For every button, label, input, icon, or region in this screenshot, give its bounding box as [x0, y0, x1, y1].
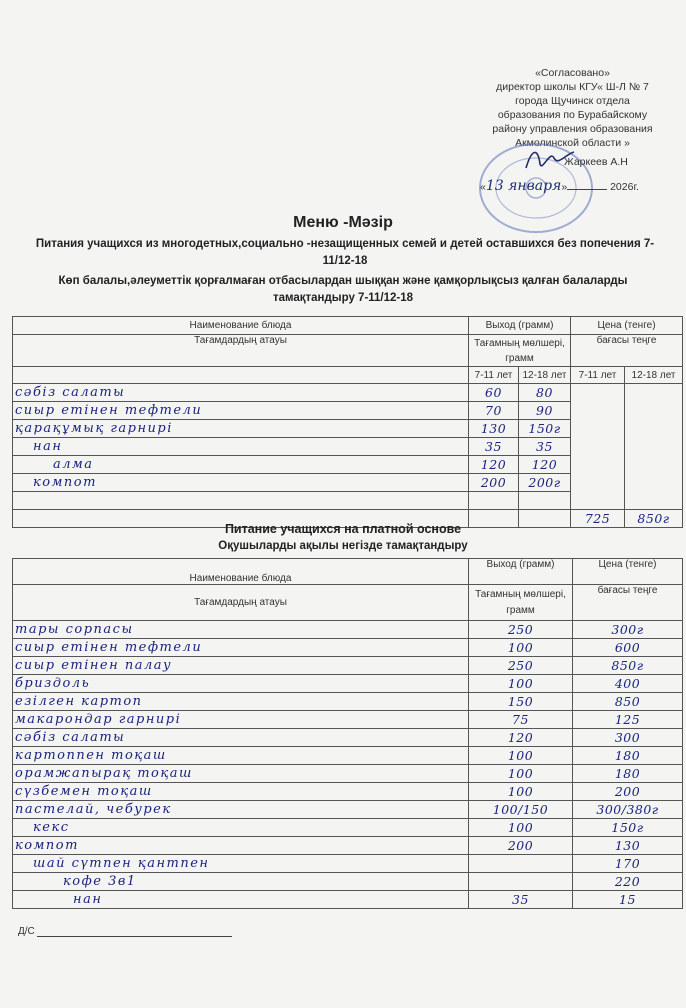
- grams-12-18: 35: [519, 438, 571, 456]
- grams: 35: [469, 891, 573, 909]
- header-output-ru: Выход (грамм): [469, 317, 571, 335]
- grams: [469, 873, 573, 891]
- grams: 120: [469, 729, 573, 747]
- price: 220: [573, 873, 683, 891]
- grams: 100/150: [469, 801, 573, 819]
- table-row: [13, 711, 683, 729]
- age-col-7-11: 7-11 лет: [469, 367, 519, 384]
- price: 850: [573, 693, 683, 711]
- dish-name: алма: [13, 456, 469, 474]
- approval-year: 2026г.: [610, 181, 639, 193]
- grams: 100: [469, 783, 573, 801]
- approval-line: директор школы КГУ« Ш-Л № 7: [496, 81, 649, 93]
- dish-name: сиыр етінен тефтели: [13, 639, 469, 657]
- price: 200: [573, 783, 683, 801]
- age-col-12-18: 12-18 лет: [519, 367, 571, 384]
- header-dish-kz: Тағамдардың атауы: [13, 585, 469, 621]
- total-7-11: 725: [571, 510, 625, 528]
- table-row: [13, 747, 683, 765]
- price: 400: [573, 675, 683, 693]
- dish-name: картоппен тоқаш: [13, 747, 469, 765]
- price: 130: [573, 837, 683, 855]
- approval-line: города Щучинск отдела: [515, 95, 630, 107]
- grams: 100: [469, 765, 573, 783]
- price: 300г: [573, 621, 683, 639]
- grams-12-18: 150г: [519, 420, 571, 438]
- total-12-18: 850г: [625, 510, 683, 528]
- price: 850г: [573, 657, 683, 675]
- approval-date-hand: 13 января: [485, 178, 562, 194]
- grams: 250: [469, 621, 573, 639]
- approval-block: [470, 66, 675, 150]
- grams-7-11: 120: [469, 456, 519, 474]
- dish-name: пастелай, чебурек: [13, 801, 469, 819]
- dish-name: кекс: [13, 819, 469, 837]
- price: 180: [573, 747, 683, 765]
- table-row: [13, 837, 683, 855]
- approval-line: образования по Бурабайскому: [497, 109, 648, 121]
- header-dish-ru: Наименование блюда: [13, 559, 469, 585]
- dish-name: компот: [13, 837, 469, 855]
- dish-name: кофе 3в1: [13, 873, 469, 891]
- dish-name: сәбіз салаты: [13, 384, 469, 402]
- grams-7-11: 35: [469, 438, 519, 456]
- section-title-ru: Питание учащихся на платной основе: [224, 522, 462, 536]
- footer-signature-line: [18, 926, 232, 937]
- table-row: [13, 783, 683, 801]
- table-row: [13, 729, 683, 747]
- page-title: Меню -Мәзір: [293, 214, 393, 231]
- dish-name: сәбіз салаты: [13, 729, 469, 747]
- table-row: [13, 621, 683, 639]
- grams-12-18: 80: [519, 384, 571, 402]
- table-row: [13, 801, 683, 819]
- menu-table-free: [12, 316, 683, 528]
- grams: 100: [469, 819, 573, 837]
- grams-7-11: 200: [469, 474, 519, 492]
- header-price-kz: бағасы теңге: [571, 335, 683, 367]
- price: 300/380г: [573, 801, 683, 819]
- header-price-kz: бағасы теңге: [573, 585, 683, 621]
- header-price-ru: Цена (тенге): [573, 559, 683, 585]
- dish-name: сиыр етінен палау: [13, 657, 469, 675]
- table-row: [13, 765, 683, 783]
- dish-name: сиыр етінен тефтели: [13, 402, 469, 420]
- footer-blank-line: [37, 926, 232, 937]
- price: 150г: [573, 819, 683, 837]
- header-output-kz: Тағамның мөлшері, грамм: [469, 335, 571, 367]
- dish-name: бриздоль: [13, 675, 469, 693]
- dish-name: компот: [13, 474, 469, 492]
- grams-7-11: 60: [469, 384, 519, 402]
- dish-name: тары сорпасы: [13, 621, 469, 639]
- signer-row: [484, 156, 628, 168]
- dish-name: макарондар гарнирі: [13, 711, 469, 729]
- price: 15: [573, 891, 683, 909]
- price: 170: [573, 855, 683, 873]
- signer-name: Жаркеев А.Н: [564, 156, 628, 168]
- table-row: [13, 384, 683, 402]
- grams: 200: [469, 837, 573, 855]
- approval-line: «Согласовано»: [535, 67, 610, 79]
- grams: 100: [469, 675, 573, 693]
- footer-label: Д/С: [18, 926, 35, 937]
- table-row: [13, 819, 683, 837]
- price: 300: [573, 729, 683, 747]
- table-row: [13, 675, 683, 693]
- header-dish-ru: Наименование блюда: [13, 317, 469, 335]
- dish-name: нан: [13, 438, 469, 456]
- grams-12-18: 90: [519, 402, 571, 420]
- price: 125: [573, 711, 683, 729]
- price: 180: [573, 765, 683, 783]
- approval-date: «13 января» 2026г.: [480, 178, 639, 194]
- header-dish-kz: Тағамдардың атауы: [13, 335, 469, 367]
- subtitle-kz: Көп балалы,әлеуметтік қорғалмаған отбасылардан шыққан және қамқорлықсыз қалған балаларды тамақтандыру 7-11/12-18: [58, 275, 628, 304]
- section-title-kz: Оқушыларды ақылы негізде тамақтандыру: [218, 540, 468, 552]
- grams: 250: [469, 657, 573, 675]
- approval-line: району управления образования: [492, 123, 653, 135]
- table-row: [13, 657, 683, 675]
- grams-7-11: 70: [469, 402, 519, 420]
- table-row: [13, 855, 683, 873]
- price-age-col-7-11: 7-11 лет: [571, 367, 625, 384]
- grams: [469, 855, 573, 873]
- dish-name: орамжапырақ тоқаш: [13, 765, 469, 783]
- header-price-ru: Цена (тенге): [571, 317, 683, 335]
- dish-name: қарақұмық гарнирі: [13, 420, 469, 438]
- grams-7-11: 130: [469, 420, 519, 438]
- dish-name: езілген картоп: [13, 693, 469, 711]
- header-output-ru: Выход (грамм): [469, 559, 573, 585]
- price-age-col-12-18: 12-18 лет: [625, 367, 683, 384]
- menu-table-paid: [12, 558, 683, 909]
- price: 600: [573, 639, 683, 657]
- grams: 75: [469, 711, 573, 729]
- dish-name: нан: [13, 891, 469, 909]
- dish-name: сүзбемен тоқаш: [13, 783, 469, 801]
- grams-12-18: 200г: [519, 474, 571, 492]
- table-row: [13, 873, 683, 891]
- header-output-kz: Тағамның мөлшері, грамм: [469, 585, 573, 621]
- grams: 100: [469, 747, 573, 765]
- grams: 100: [469, 639, 573, 657]
- grams-12-18: 120: [519, 456, 571, 474]
- grams: 150: [469, 693, 573, 711]
- dish-name: шай сүтпен қантпен: [13, 855, 469, 873]
- table-row: [13, 891, 683, 909]
- subtitle-ru: Питания учащихся из многодетных,социально -незащищенных семей и детей оставшихся без попечения 7-11/12-18: [35, 238, 655, 267]
- approval-line: Акмолинской области »: [515, 137, 630, 149]
- table-row: [13, 639, 683, 657]
- table-row: [13, 693, 683, 711]
